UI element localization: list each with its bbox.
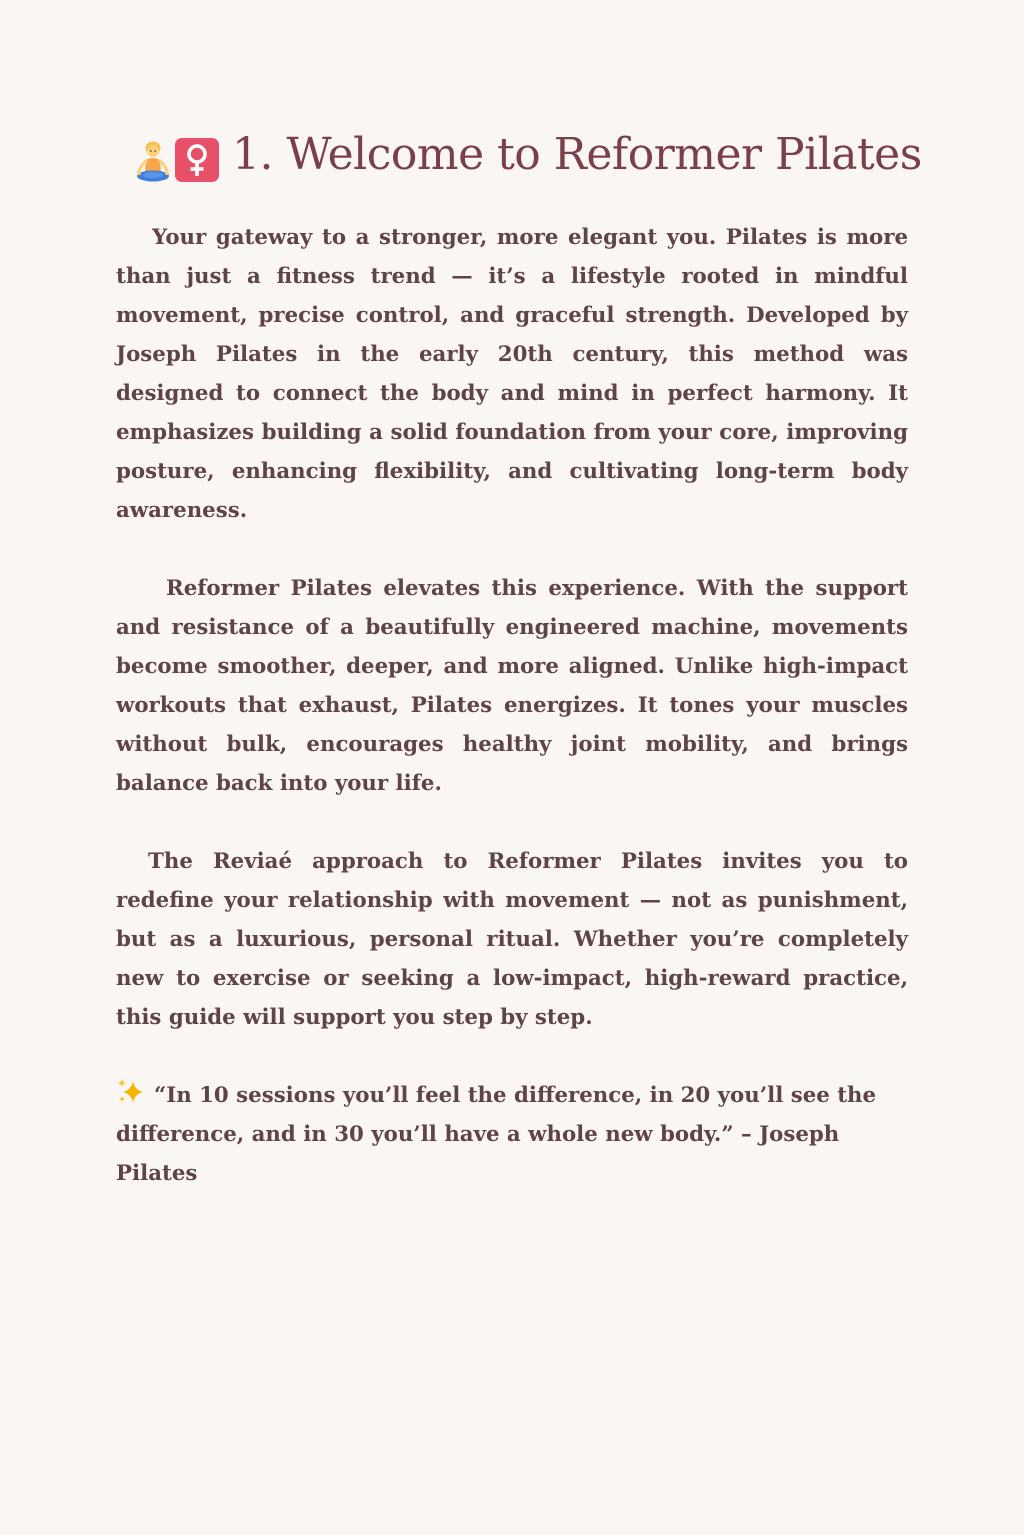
approach-paragraph: The Reviaé approach to Reformer Pilates invites you to redefine your relationship with movement — not as punishment, but as a luxurious, personal ritual. Whether you’re completely new to exercise or seeking a low-impact, high-reward practice, this guide will support you step by step. bbox=[116, 849, 908, 1030]
page-title-text: 1. Welcome to Reformer Pilates bbox=[232, 129, 922, 180]
reformer-paragraph: Reformer Pilates elevates this experience. With the support and resistance of a beautifully engineered machine, movements become smoother, deeper, and more aligned. Unlike high-impact workouts that exhaust, Pilates energizes. It tones your muscles without bulk, encourages healthy joint mobility, and brings balance back into your life. bbox=[116, 576, 908, 796]
page-title bbox=[134, 118, 922, 192]
quote-text: “In 10 sessions you’ll feel the difference, in 20 you’ll see the difference, and in 30 you’ll have a whole new body.” – Joseph Pilates bbox=[116, 1083, 877, 1186]
page-content bbox=[116, 118, 922, 1193]
pilates-quote bbox=[116, 1076, 908, 1193]
person-in-lotus-position-icon bbox=[134, 133, 172, 177]
female-sign-icon bbox=[174, 132, 220, 178]
sparkles-icon bbox=[116, 1077, 146, 1107]
intro-paragraph: Your gateway to a stronger, more elegant you. Pilates is more than just a fitness trend — it’s a lifestyle rooted in mindful movement, precise control, and graceful strength. Developed by Joseph Pilates in the early 20th century, this method was designed to connect the body and mind in perfect harmony. It emphasizes building a solid foundation from your core, improving posture, enhancing flexibility, and cultivating long-term body awareness. bbox=[116, 225, 908, 523]
